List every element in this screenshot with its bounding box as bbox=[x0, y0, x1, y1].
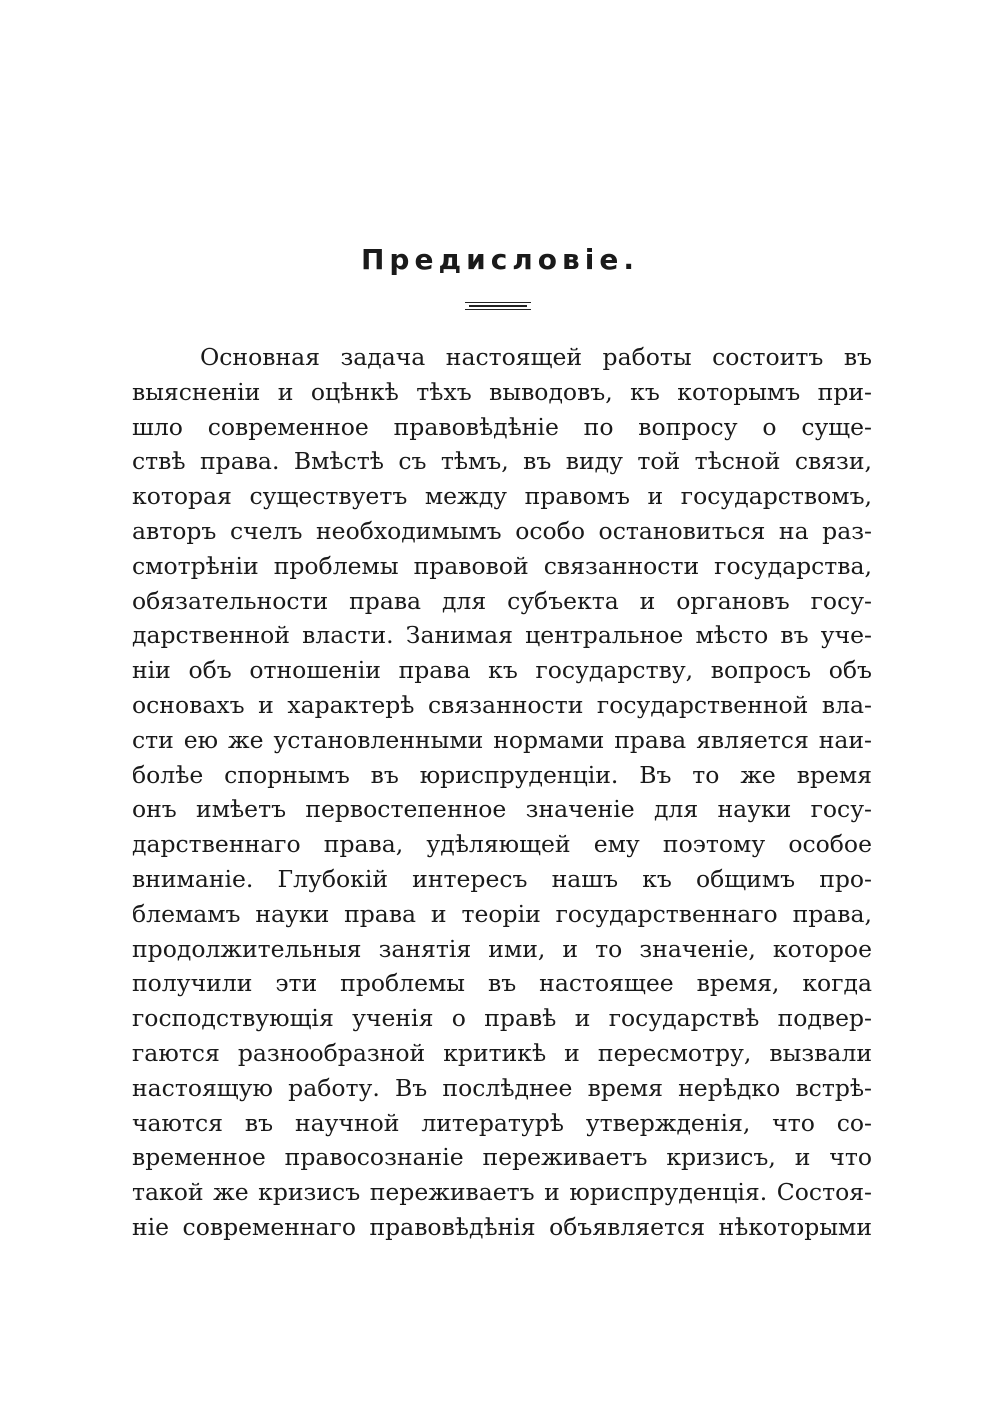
text-line: гаются разнообразной критикѣ и пересмотру, вызвали bbox=[132, 1038, 872, 1067]
text-line: смотрѣніи проблемы правовой связанности государства, bbox=[132, 551, 872, 580]
text-line: продолжительныя занятія ими, и то значеніе, которое bbox=[132, 934, 872, 963]
text-line: онъ имѣетъ первостепенное значеніе для науки госу- bbox=[132, 795, 872, 824]
text-line: получили эти проблемы въ настоящее время, когда bbox=[132, 969, 872, 998]
text-line: обязательности права для субъекта и органовъ госу- bbox=[132, 586, 872, 615]
preface-paragraph bbox=[132, 340, 872, 1245]
ornament-line-middle bbox=[469, 305, 527, 307]
text-line: шло современное правовѣдѣніе по вопросу о суще- bbox=[132, 412, 872, 441]
text-line: такой же кризисъ переживаетъ и юриспруденція. Состоя- bbox=[132, 1178, 872, 1207]
text-line: ствѣ права. Вмѣстѣ съ тѣмъ, въ виду той тѣсной связи, bbox=[132, 447, 872, 476]
text-line: дарственной власти. Занимая центральное мѣсто въ уче- bbox=[132, 621, 872, 650]
text-line: ніе современнаго правовѣдѣнія объявляется нѣкоторыми bbox=[132, 1212, 872, 1241]
text-line: дарственнаго права, удѣляющей ему поэтому особое bbox=[132, 830, 872, 859]
ornament-line-top bbox=[465, 302, 531, 303]
text-line: которая существуетъ между правомъ и государствомъ, bbox=[132, 482, 872, 511]
text-line: чаются въ научной литературѣ утвержденія, что со- bbox=[132, 1108, 872, 1137]
title-ornament-rule bbox=[465, 302, 531, 310]
text-line: выясненіи и оцѣнкѣ тѣхъ выводовъ, къ которымъ при- bbox=[132, 377, 872, 406]
text-line: сти ею же установленными нормами права является наи- bbox=[132, 725, 872, 754]
text-line: болѣе спорнымъ въ юриспруденціи. Въ то же время bbox=[132, 760, 872, 789]
text-line: господствующія ученія о правѣ и государствѣ подвер- bbox=[132, 1004, 872, 1033]
page-title: Предисловіе. bbox=[361, 243, 639, 276]
text-line: Основная задача настоящей работы состоитъ въ bbox=[200, 343, 872, 371]
text-line: временное правосознаніе переживаетъ кризисъ, и что bbox=[132, 1143, 872, 1172]
text-line: авторъ счелъ необходимымъ особо остановиться на раз- bbox=[132, 516, 872, 545]
text-line: ніи объ отношеніи права къ государству, вопросъ объ bbox=[132, 656, 872, 685]
text-line: настоящую работу. Въ послѣднее время нерѣдко встрѣ- bbox=[132, 1073, 872, 1102]
text-line: основахъ и характерѣ связанности государственной вла- bbox=[132, 690, 872, 719]
text-line: блемамъ науки права и теоріи государственнаго права, bbox=[132, 899, 872, 928]
ornament-line-bottom bbox=[465, 309, 531, 310]
text-line: вниманіе. Глубокій интересъ нашъ къ общимъ про- bbox=[132, 864, 872, 893]
